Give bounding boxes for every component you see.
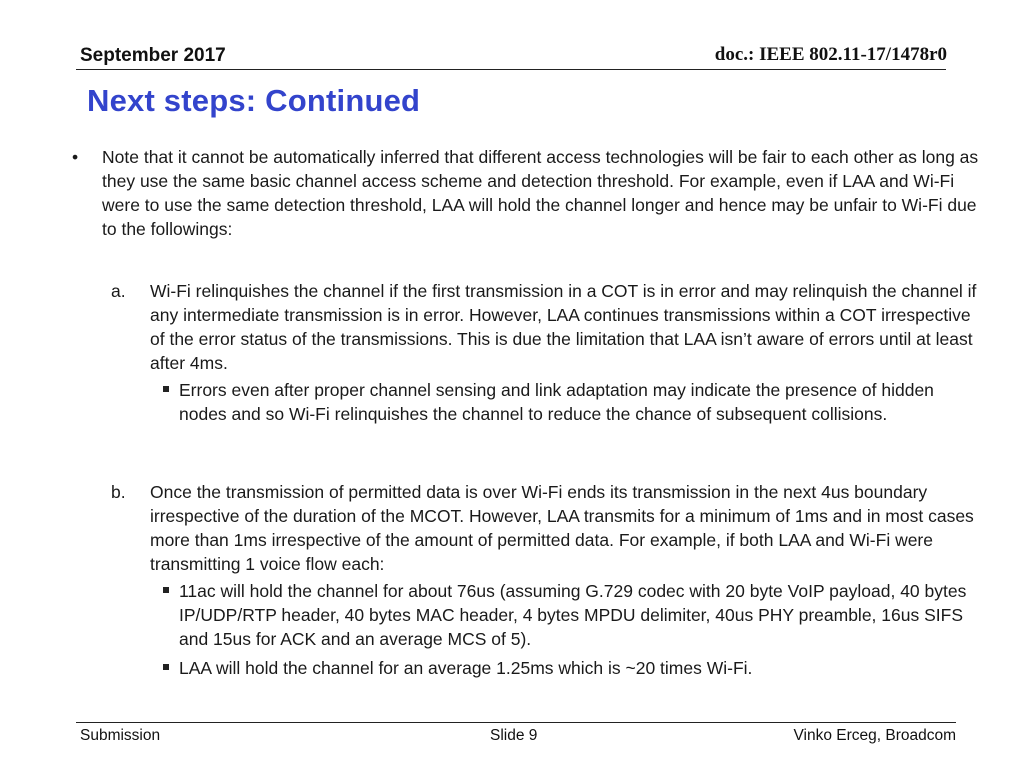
footer-author: Vinko Erceg, Broadcom bbox=[793, 727, 956, 744]
sub-item-a1: Errors even after proper channel sensing and link adaptation may indicate the presence of hidden nodes and so Wi-Fi relinquishes the channel to reduce the chance of subsequent collisions. bbox=[179, 380, 934, 424]
footer-divider bbox=[76, 722, 956, 723]
document-id: doc.: IEEE 802.11-17/1478r0 bbox=[714, 44, 947, 65]
sub-item-b1: 11ac will hold the channel for about 76us (assuming G.729 codec with 20 byte VoIP payload, 40 bytes IP/UDP/RTP header, 40 bytes MAC header, 4 bytes MPDU delimiter, 40us PHY preamble, 16us SIFS and 15us for ACK and an average MCS of 5). bbox=[179, 581, 967, 649]
list-marker-a: a. bbox=[111, 281, 126, 301]
square-bullet-icon bbox=[163, 664, 169, 670]
list-item-b: Once the transmission of permitted data is over Wi-Fi ends its transmission in the next 4us boundary irrespective of the duration of the MCOT. However, LAA transmits for a minimum of 1ms and in most cases more than 1ms irrespective of the amount of permitted data. For example, if both LAA and Wi-Fi were transmitting 1 voice flow each: bbox=[150, 482, 974, 574]
list-item-a: Wi-Fi relinquishes the channel if the first transmission in a COT is in error and may relinquish the channel if any intermediate transmission is in error. However, LAA continues transmissions within a COT irrespective of the error status of the transmissions. This is due the limitation that LAA isn’t aware of errors until at least after 4ms. bbox=[150, 281, 977, 373]
intro-paragraph: Note that it cannot be automatically inferred that different access technologies will be fair to each other as long as they use the same basic channel access scheme and detection threshold. For example, even if LAA and Wi-Fi were to use the same detection threshold, LAA will hold the channel longer and hence may be unfair to Wi-Fi due to the followings: bbox=[102, 147, 979, 239]
header-divider bbox=[76, 69, 946, 70]
list-marker-b: b. bbox=[111, 482, 126, 502]
slide-title: Next steps: Continued bbox=[87, 83, 421, 118]
square-bullet-icon bbox=[163, 587, 169, 593]
footer-submission: Submission bbox=[80, 727, 161, 744]
sub-item-b2: LAA will hold the channel for an average 1.25ms which is ~20 times Wi-Fi. bbox=[179, 658, 753, 678]
bullet-dot: • bbox=[72, 147, 79, 167]
header-date: September 2017 bbox=[80, 45, 226, 66]
square-bullet-icon bbox=[163, 386, 169, 392]
slide-number: Slide 9 bbox=[490, 727, 538, 744]
